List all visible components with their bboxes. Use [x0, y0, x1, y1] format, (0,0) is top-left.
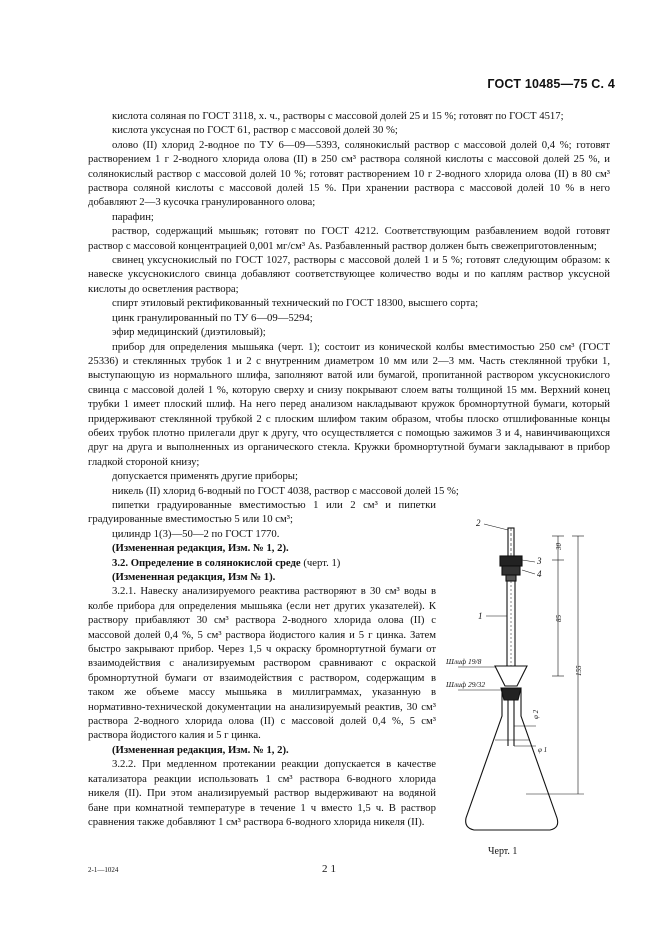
paragraph: пипетки градуированные вместимостью 1 или 2 см³ и пипетки градуированные вместимостью 5 или 10 см³; — [88, 498, 436, 526]
narrow-column — [88, 498, 436, 829]
label-2: 2 — [476, 518, 481, 528]
page-number: 21 — [322, 863, 339, 875]
paragraph: свинец уксуснокислый по ГОСТ 1027, растворы с массовой долей 1 и 5 %; готовят следующим образом: к навеске уксуснокислого свинца добавляют соответствующее количество воды и по каплям раствор уксусной кислоты до осветления раствора; — [88, 254, 610, 295]
joint-bottom-label: Шлиф 29/32 — [446, 680, 486, 689]
paragraph: кислота соляная по ГОСТ 3118, х. ч., растворы с массовой долей 25 и 15 %; готовят по ГОСТ 4517; — [112, 110, 564, 122]
section-heading — [88, 556, 436, 570]
apparatus-drawing — [440, 516, 610, 851]
dim-30: 30 — [555, 543, 563, 550]
paragraph: кислота уксусная по ГОСТ 61, раствор с массовой долей 30 %; — [112, 124, 398, 137]
paragraph: олово (II) хлорид 2-водное по ТУ 6—09—5393, солянокислый раствор с массовой долей 0,4 %; готовят растворением 1 г 2-водного хлорида олова (II) в 250 см³ раствора соляной кислоты с массовой долей 25 %, и солянокислый раствор с массовой долей 10 %; готовят растворением 10 г 2-водного хлорида олова (II) в 80 см³ раствора соляной кислоты с массовой долей 15 %. При хранении раствора с массовой долей 10 % в него добавляют 2—3 кусочка гранулированного олова; — [88, 138, 610, 209]
dim-phi2: φ 2 — [532, 709, 540, 719]
label-1: 1 — [478, 611, 483, 621]
joint-funnel — [495, 666, 527, 686]
clamp-3 — [500, 556, 522, 566]
label-3: 3 — [537, 556, 542, 566]
paragraph: допускается применять другие приборы; — [112, 470, 298, 483]
dim-155: 155 — [575, 665, 583, 676]
page-header: ГОСТ 10485—75 С. 4 — [487, 77, 615, 91]
section-ref: (черт. 1) — [300, 556, 341, 569]
paragraph: раствор, содержащий мышьяк; готовят по ГОСТ 4212. Соответствующим разбавлением водой готовят раствор с массовой концентрацией 0,001 мг/см³ As. Разбавленный раствор должен быть свежеприготовленным; — [88, 225, 610, 252]
revision-note: (Измененная редакция, Изм. № 1, 2). — [112, 542, 289, 555]
paragraph: цинк гранулированный по ТУ 6—09—5294; — [112, 311, 313, 324]
apparatus-figure — [440, 516, 610, 851]
paragraph: эфир медицинский (диэтиловый); — [112, 326, 266, 339]
paragraph: 3.2.2. При медленном протекании реакции допускается в качестве катализатора реакции использовать 1 см³ раствора 6-водного хлорида никеля (II). При этом анализируемый раствор выдерживают на водяной бане при комнатной температуре в течение 1 ч вместо 1,5 ч. В раствор сравнения также добавляют 1 см³ раствора 6-водного хлорида никеля (II). — [88, 758, 436, 828]
figure-caption: Черт. 1 — [488, 846, 518, 857]
revision-note: (Измененная редакция, Изм. № 1, 2). — [112, 743, 289, 756]
dim-phi1: φ 1 — [538, 746, 548, 754]
conical-flask — [466, 688, 558, 830]
ground-joint — [501, 688, 521, 700]
paragraph: цилиндр 1(3)—50—2 по ГОСТ 1770. — [112, 527, 280, 540]
print-code: 2-1—1024 — [88, 866, 119, 874]
label-4: 4 — [537, 569, 542, 579]
paragraph: спирт этиловый ректификованный технический по ГОСТ 18300, высшего сорта; — [112, 297, 479, 310]
paragraph: 3.2.1. Навеску анализируемого реактива растворяют в 30 см³ воды в колбе прибора для определения мышьяка (если нет других указателей). К раствору прибавляют 30 см³ раствора 2-водного хлорида олова (II) с массовой долей 0,4 %, 5 см³ раствора йодистого калия и 5 г цинка. Затем быстро закрывают прибор. Через 1,5 ч окраску бромнортутной бумаги от взаимодействия с анализируемым раствором сравнивают с окраской бромнортутной бумаги от взаимодействия с раствором, содержащим в таком же объеме массу мышьяка в миллиграммах, указанную в нормативно-технической документации на анализируемый реактив, 30 см³ раствора 2-водного хлорида олова (II) с массовой долей 0,4 %, 5 см³ раствора йодистого калия и 5 г цинка. — [88, 585, 436, 742]
clamp-4 — [502, 566, 520, 575]
joint-top-label: Шлиф 19/8 — [446, 657, 482, 666]
paragraph: никель (II) хлорид 6-водный по ГОСТ 4038, раствор с массовой долей 15 %; — [112, 484, 459, 497]
paragraph: прибор для определения мышьяка (черт. 1); состоит из конической колбы вместимостью 250 см³ (ГОСТ 25336) и стеклянных трубок 1 и 2 с внутренним диаметром 10 мм или 2—3 мм. Часть стеклянной трубки 1, выступающую из нормального шлифа, заполняют ватой или бумагой, пропитанной раствором уксуснокислого свинца с массовой долей 1 %, которую сверху и снизу покрывают слоем ваты толщиной 15 мм. Верхний конец трубки 1 имеет плоский шлиф. На него перед анализом накладывают кружок бромнортутной бумаги, который придерживают стеклянной трубкой 2 с плоским шлифом таким образом, чтобы плоско отшлифованные концы обеих трубок плотно прилегали друг к другу, что осуществляется с помощью зажимов 3 и 4, навинчивающихся друг на друга и выполненных из органического стекла. Кружки бромнортутной бумаги закладывают в прибор гладкой стороной книзу; — [88, 340, 610, 468]
section-title: 3.2. Определение в солянокислой среде — [112, 556, 301, 569]
revision-note: (Измененная редакция, Изм № 1). — [112, 571, 276, 583]
paragraph: парафин; — [112, 210, 154, 223]
dim-85: 85 — [555, 615, 563, 622]
